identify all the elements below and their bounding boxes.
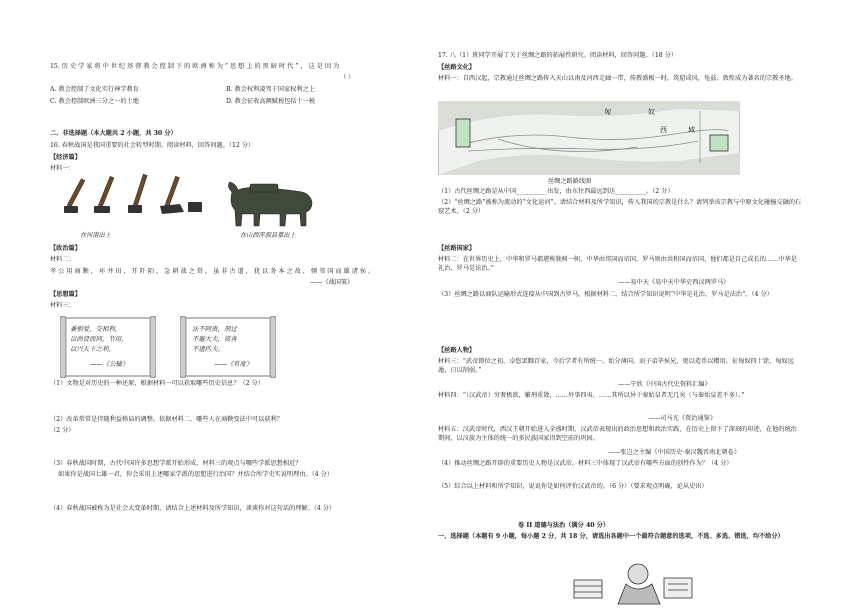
scroll-1-line-1: 兼相爱，交相利，: [70, 325, 122, 333]
scroll-hanfeizi: [180, 316, 276, 378]
q15-paren: （ ）: [340, 74, 355, 81]
caption-henan: 在河南出土: [80, 232, 111, 239]
people-material-5-source: ——张岂之主编《中国历史·秦汉魏晋南北朝卷》: [608, 449, 740, 456]
silk-subquestion-3: （3）丝绸之路以商队运输形式连接从中国到古罗马。根据材料二，结合所学知识说明“中华是礼治，罗马是法治”。（4 分）: [438, 291, 773, 298]
country-material-2-source: ——易中天《易中天中华史西汉两罗马》: [618, 279, 730, 286]
material-3-label: 材料三：: [50, 302, 75, 309]
q16-stem: 16. 春秋战国是我国重要的社会转型时期。阅读材料，回答问题。（12 分）: [50, 142, 255, 149]
part-2-title: 卷 II 道德与法治（满分 40 分）: [518, 522, 610, 529]
culture-material-1: 材料一：自西汉起，宗教通过丝绸之路传入天山以南及河西走廊一带，传教盛极一时，筑窟成风，龟兹、敦煌成为著名的宗教圣地。: [438, 75, 797, 82]
q15-option-a: A. 教会控制了文化实行神学教育: [50, 86, 139, 93]
part-2-instructions: 一、选择题（本题有 9 小题，每小题 2 分，共 18 分，请选出各题中一个最符合题意的选项，不选、多选、错选，均不给分）: [438, 533, 784, 540]
people-title: 【丝路人物】: [438, 347, 476, 354]
silk-subquestion-1: （1）古代丝绸之路是从中国__________出发，由东往西最远到达__________。（2 分）: [438, 188, 674, 195]
people-material-4: 材料四：“（汉武帝）穷奢极欲，繁刑重敛，……外事四夷，……其所以异于秦始皇者无几矣（与秦始皇差不多）。”: [438, 392, 745, 399]
people-material-3-source: ——宁欣《中国古代史资料汇编》: [618, 381, 711, 388]
pol-title: 【政治篇】: [50, 245, 81, 252]
scroll-1-line-3: 以兴天下之利。: [70, 345, 115, 353]
material-2-label: 材料二：: [50, 256, 75, 263]
cartoon-image: [568, 560, 698, 606]
material-2-text: 孝 公 用 商 鞅 ， 坏 井 田 ， 开 阡 陌 ， 急 耕 战 之 赏 ， 虽 非 古 道 ， 犹 以 务 本 之 故 ， 倾 邻 国 而 雄 诸 侯 。: [50, 268, 375, 275]
iron-tools-image: [60, 172, 210, 222]
silk-subquestion-4: （4）推动丝绸之路开辟的重要历史人物是汉武帝，材料三中体现了汉武帝有哪些方面的创性作为？（4 分）: [438, 460, 733, 467]
left-column: [50, 0, 410, 608]
q17-stem: 17. 八（1）班同学开展了关于丝绸之路的拓展性研究。阅读材料，回答问题。（18 分）: [438, 52, 678, 59]
scroll-2-line-1: 法不阿贵，刑过: [192, 325, 237, 333]
bronze-ox-image: [222, 178, 322, 228]
thought-title: 【思想篇】: [50, 291, 81, 298]
material-1-label: 材料一：: [50, 165, 75, 172]
material-2-source: ——《战国策》: [310, 279, 354, 286]
scroll-2-source: ——《有度》: [214, 360, 253, 368]
subquestion-1: （1）文物是对历史的一种还原，根据材料一可以获取哪些历史信息？（2 分）: [50, 380, 265, 387]
scroll-2-line-3: 不遗匹夫。: [192, 345, 224, 353]
right-column: [438, 0, 808, 608]
country-material-2: 材料二：在世界历史上，中华和罗马都堪称独树一帜，中华由邦国而帝国，罗马则由共和国而帝国，他们都是自己成长的……中华是礼治，罗马是法治。”: [438, 256, 797, 272]
scroll-1-line-2: 以尚贤而同，节用，: [70, 335, 128, 343]
silk-subquestion-2: （2）“丝绸之路”被称为流动的“文化运河”。请结合材料及所学知识，传入我国的宗教是什么？请列举该宗教与中原文化碰撞交融的石窟艺术。（2 分）: [438, 199, 802, 215]
silk-subquestion-5: （5）综合以上材料和所学知识，说说你是如何评价汉武帝的。（6 分）（要求观点明确，论从史出）: [438, 483, 708, 490]
subquestion-2-points: （2 分）: [50, 427, 75, 434]
scroll-mozi: [60, 316, 156, 378]
q15-option-c: C. 教会控制欧洲三分之一的土地: [50, 98, 139, 105]
q15-option-d: D. 教会征收高额赋税包括十一税: [226, 98, 316, 105]
caption-shanxi: 在山西浑源县墓出土: [240, 232, 296, 239]
people-material-5: 材料五：汉武帝时代，西汉王朝开始进入全盛时期，汉武帝表现出的政治思想和政治实践，在历史上留下了深刻的印迹，在他的统治期间，以汉族为主体的统一的多民族国家得到空前的巩固。: [438, 426, 797, 442]
q15-stem: 15. 历 史 学 家 将 中 世 纪 基 督 教 会 控 制 下 的 欧 洲 称 为 “ 思 想 上 的 黑 暗 时 代 ” ， 这 是 因 为: [50, 63, 340, 70]
econ-title: 【经济篇】: [50, 154, 81, 161]
country-title: 【丝路国家】: [438, 245, 476, 252]
q15-option-b: B. 教会权利凌驾于国家权利之上: [226, 86, 315, 93]
silk-road-map: [438, 101, 740, 175]
map-label-xiong: 匈: [604, 108, 611, 116]
subquestion-4: （4）春秋战国被称为是社会大变革时期，请结合上述材料及所学知识，谈谈你对这句话的理解。（4 分）: [50, 505, 336, 512]
culture-title: 【丝路文化】: [438, 64, 476, 71]
subquestion-2: （2）改革常常是伴随利益格局的调整。依据材料二，哪些人在商鞅变法中可以获利？: [50, 416, 283, 423]
subquestion-3-cont: 如果你是战国七雄一君，你会采用上述哪家学派的思想进行治国？并结合所学史实说明理由。（4 分）: [58, 471, 334, 478]
subquestion-3: （3）春秋战国时期，古代中国许多思想学派开始形成，材料三的观点与哪些学派思想相近？: [50, 460, 302, 467]
map-label-yu: 域: [688, 126, 695, 134]
map-caption: 丝绸之路路线图: [548, 178, 592, 185]
scroll-2-line-2: 不避大夫，赏善: [192, 335, 237, 343]
people-material-4-source: ——司马光《资治通鉴》: [648, 415, 717, 422]
people-material-3: 材料三：“武帝即位之初，卓悠罢黜百家，今后学者有所统一。始分薄国，而子弟毕侯兄，更以造币以赠用。征匈奴四十馀，匈奴远遁，日以削弱。”: [438, 358, 794, 374]
map-label-nu: 奴: [648, 108, 655, 116]
section-2-heading: 二、非选择题（本大题共 2 小题，共 30 分）: [50, 130, 177, 137]
scroll-1-source: ——《公输》: [90, 360, 129, 368]
map-label-xi: 西: [660, 126, 667, 134]
